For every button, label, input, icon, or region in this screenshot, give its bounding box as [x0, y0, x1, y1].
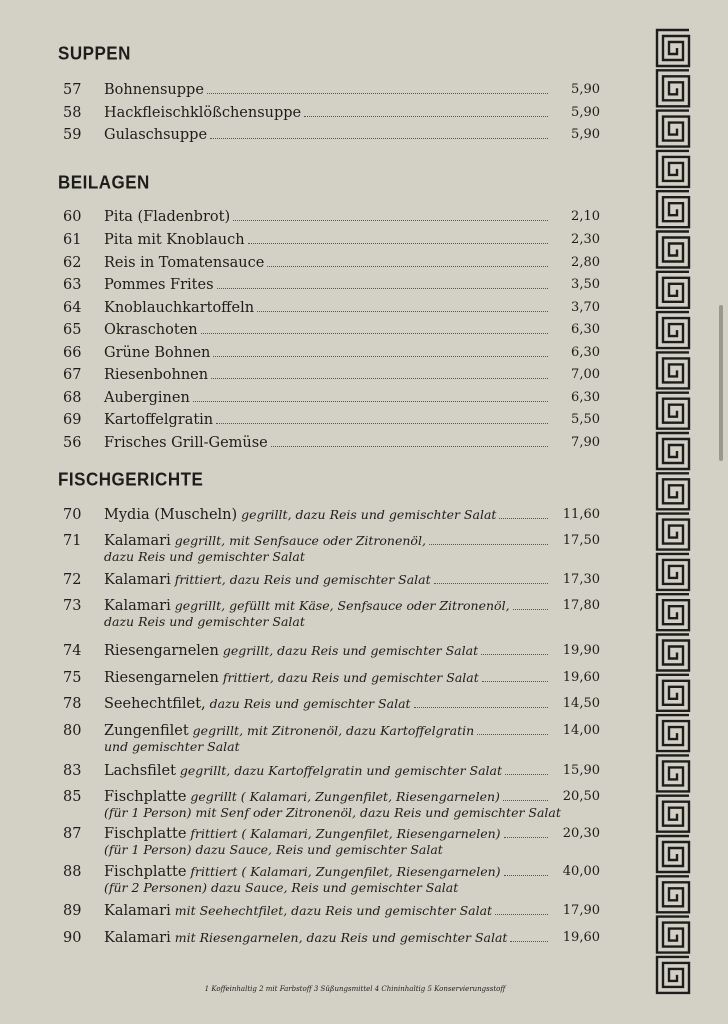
item-price: 2,80 — [571, 255, 600, 270]
greek-key-unit — [657, 111, 689, 147]
item-price: 7,00 — [571, 367, 600, 382]
dot-leader — [248, 243, 548, 244]
item-price: 17,80 — [562, 598, 600, 613]
item-description-cont: dazu Reis und gemischter Salat — [104, 614, 305, 629]
item-description-cont: und gemischter Salat — [104, 739, 240, 754]
item-number: 71 — [63, 533, 82, 549]
item-description: mit Seehechtfilet, dazu Reis und gemischter Salat — [174, 903, 493, 918]
greek-key-unit — [657, 917, 689, 953]
item-number: 85 — [63, 789, 82, 805]
dot-leader — [213, 356, 548, 357]
dot-leader — [503, 800, 548, 801]
scrollbar[interactable] — [719, 305, 723, 461]
item-number: 58 — [63, 105, 82, 121]
item-number: 57 — [63, 82, 82, 98]
item-price: 40,00 — [562, 864, 600, 879]
item-price: 6,30 — [571, 390, 600, 405]
item-name: Riesengarnelen — [104, 670, 219, 686]
item-number: 69 — [63, 412, 82, 428]
dot-leader — [482, 681, 548, 682]
item-price: 14,00 — [562, 723, 600, 738]
section-heading: BEILAGEN — [58, 172, 150, 193]
item-name: Hackfleischklößchensuppe — [104, 105, 302, 121]
item-price: 20,50 — [562, 789, 600, 804]
dot-leader — [210, 138, 548, 139]
item-number: 61 — [63, 232, 82, 248]
greek-key-unit — [657, 514, 689, 550]
item-price: 5,90 — [571, 82, 600, 97]
greek-key-unit — [657, 433, 689, 469]
item-name: Pita mit Knoblauch — [104, 232, 245, 248]
item-number: 64 — [63, 300, 82, 316]
item-number: 78 — [63, 696, 82, 712]
item-name: Kalamari — [104, 903, 171, 919]
item-name: Okraschoten — [104, 322, 198, 338]
dot-leader — [414, 707, 548, 708]
dot-leader — [201, 333, 548, 334]
item-name: Pommes Frites — [104, 277, 214, 293]
item-description: gegrillt, mit Zitronenöl, dazu Kartoffelgratin — [192, 723, 475, 738]
dot-leader — [495, 914, 548, 915]
item-number: 56 — [63, 435, 82, 451]
greek-key-unit — [657, 232, 689, 268]
item-description: gegrillt, mit Senfsauce oder Zitronenöl, — [174, 533, 426, 548]
dot-leader — [513, 609, 548, 610]
greek-key-unit — [657, 876, 689, 912]
item-name: Bohnensuppe — [104, 82, 204, 98]
item-number: 68 — [63, 390, 82, 406]
item-number: 73 — [63, 598, 82, 614]
greek-key-unit — [657, 836, 689, 872]
item-price: 6,30 — [571, 322, 600, 337]
item-price: 5,50 — [571, 412, 600, 427]
dot-leader — [257, 311, 548, 312]
item-number: 62 — [63, 255, 82, 271]
greek-key-unit — [657, 554, 689, 590]
item-description: frittiert ( Kalamari, Zungenfilet, Riesengarnelen) — [190, 864, 501, 879]
item-description: mit Riesengarnelen, dazu Reis und gemischter Salat — [174, 930, 508, 945]
greek-key-unit — [657, 393, 689, 429]
item-description: gegrillt, gefüllt mit Käse, Senfsauce oder Zitronenöl, — [174, 598, 510, 613]
item-price: 19,90 — [562, 643, 600, 658]
item-description: gegrillt, dazu Reis und gemischter Salat — [241, 507, 497, 522]
item-price: 17,50 — [562, 533, 600, 548]
item-description-cont: (für 2 Personen) dazu Sauce, Reis und gemischter Salat — [104, 880, 459, 895]
greek-key-unit — [657, 272, 689, 308]
dot-leader — [233, 220, 548, 221]
greek-key-unit — [657, 151, 689, 187]
item-number: 88 — [63, 864, 82, 880]
item-description: gegrillt, dazu Kartoffelgratin und gemischter Salat — [179, 763, 503, 778]
item-number: 65 — [63, 322, 82, 338]
item-price: 7,90 — [571, 435, 600, 450]
item-number: 60 — [63, 209, 82, 225]
item-name: Zungenfilet — [104, 723, 189, 739]
item-name: Lachsfilet — [104, 763, 176, 779]
additives-footnote: 1 Koffeinhaltig 2 mit Farbstoff 3 Süßungsmittel 4 Chininhaltig 5 Konservierungsstoff — [204, 985, 506, 993]
item-number: 74 — [63, 643, 82, 659]
item-price: 6,30 — [571, 345, 600, 360]
dot-leader — [481, 654, 548, 655]
greek-key-unit — [657, 30, 689, 66]
item-description-cont: (für 1 Person) mit Senf oder Zitronenöl, dazu Reis und gemischter Salat — [104, 805, 561, 820]
dot-leader — [211, 378, 548, 379]
dot-leader — [193, 401, 548, 402]
item-price: 20,30 — [562, 826, 600, 841]
item-number: 87 — [63, 826, 82, 842]
item-name: Kalamari — [104, 533, 171, 549]
dot-leader — [429, 544, 548, 545]
dot-leader — [216, 423, 548, 424]
dot-leader — [271, 446, 548, 447]
item-name: Seehechtfilet, — [104, 696, 206, 712]
item-price: 11,60 — [562, 507, 600, 522]
item-name: Fischplatte — [104, 826, 187, 842]
item-name: Gulaschsuppe — [104, 127, 208, 143]
item-number: 89 — [63, 903, 82, 919]
item-number: 59 — [63, 127, 82, 143]
item-name: Fischplatte — [104, 864, 187, 880]
dot-leader — [504, 837, 548, 838]
item-name: Riesengarnelen — [104, 643, 219, 659]
item-description: frittiert ( Kalamari, Zungenfilet, Riesengarnelen) — [190, 826, 501, 841]
item-price: 19,60 — [562, 670, 600, 685]
dot-leader — [510, 941, 548, 942]
greek-key-border — [655, 28, 691, 998]
item-name: Fischplatte — [104, 789, 187, 805]
item-name: Riesenbohnen — [104, 367, 209, 383]
item-name: Reis in Tomatensauce — [104, 255, 265, 271]
dot-leader — [477, 734, 548, 735]
item-number: 66 — [63, 345, 82, 361]
item-number: 72 — [63, 572, 82, 588]
greek-key-unit — [657, 675, 689, 711]
item-number: 83 — [63, 763, 82, 779]
item-number: 63 — [63, 277, 82, 293]
item-name: Frisches Grill-Gemüse — [104, 435, 268, 451]
item-price: 17,30 — [562, 572, 600, 587]
item-name: Kalamari — [104, 930, 171, 946]
item-number: 90 — [63, 930, 82, 946]
item-number: 67 — [63, 367, 82, 383]
item-description: frittiert, dazu Reis und gemischter Salat — [174, 572, 431, 587]
dot-leader — [505, 774, 548, 775]
section-heading: SUPPEN — [58, 43, 131, 64]
item-name: Knoblauchkartoffeln — [104, 300, 255, 316]
greek-key-unit — [657, 352, 689, 388]
item-number: 70 — [63, 507, 82, 523]
item-price: 3,50 — [571, 277, 600, 292]
dot-leader — [217, 288, 548, 289]
greek-key-unit — [657, 715, 689, 751]
item-name: Kalamari — [104, 598, 171, 614]
greek-key-unit — [657, 635, 689, 671]
item-price: 19,60 — [562, 930, 600, 945]
dot-leader — [434, 583, 548, 584]
item-description: frittiert, dazu Reis und gemischter Salat — [222, 670, 479, 685]
item-name: Kalamari — [104, 572, 171, 588]
greek-key-unit — [657, 473, 689, 509]
section-heading: FISCHGERICHTE — [58, 469, 204, 490]
item-price: 15,90 — [562, 763, 600, 778]
item-price: 5,90 — [571, 105, 600, 120]
item-description: dazu Reis und gemischter Salat — [209, 696, 411, 711]
item-description: gegrillt, dazu Reis und gemischter Salat — [222, 643, 479, 658]
greek-key-unit — [657, 70, 689, 106]
item-number: 80 — [63, 723, 82, 739]
greek-key-unit — [657, 312, 689, 348]
dot-leader — [504, 875, 548, 876]
item-price: 3,70 — [571, 300, 600, 315]
dot-leader — [207, 93, 548, 94]
item-name: Pita (Fladenbrot) — [104, 209, 231, 225]
greek-key-unit — [657, 594, 689, 630]
item-name: Kartoffelgratin — [104, 412, 214, 428]
item-name: Auberginen — [104, 390, 190, 406]
greek-key-unit — [657, 796, 689, 832]
item-price: 14,50 — [562, 696, 600, 711]
item-price: 2,30 — [571, 232, 600, 247]
dot-leader — [304, 116, 548, 117]
item-description-cont: (für 1 Person) dazu Sauce, Reis und gemischter Salat — [104, 842, 443, 857]
item-description: gegrillt ( Kalamari, Zungenfilet, Riesengarnelen) — [190, 789, 500, 804]
item-number: 75 — [63, 670, 82, 686]
dot-leader — [499, 518, 548, 519]
item-description-cont: dazu Reis und gemischter Salat — [104, 549, 305, 564]
dot-leader — [267, 266, 548, 267]
item-price: 2,10 — [571, 209, 600, 224]
item-name: Mydia (Muscheln) — [104, 507, 238, 523]
item-price: 17,90 — [562, 903, 600, 918]
greek-key-unit — [657, 191, 689, 227]
item-name: Grüne Bohnen — [104, 345, 211, 361]
greek-key-unit — [657, 755, 689, 791]
item-price: 5,90 — [571, 127, 600, 142]
